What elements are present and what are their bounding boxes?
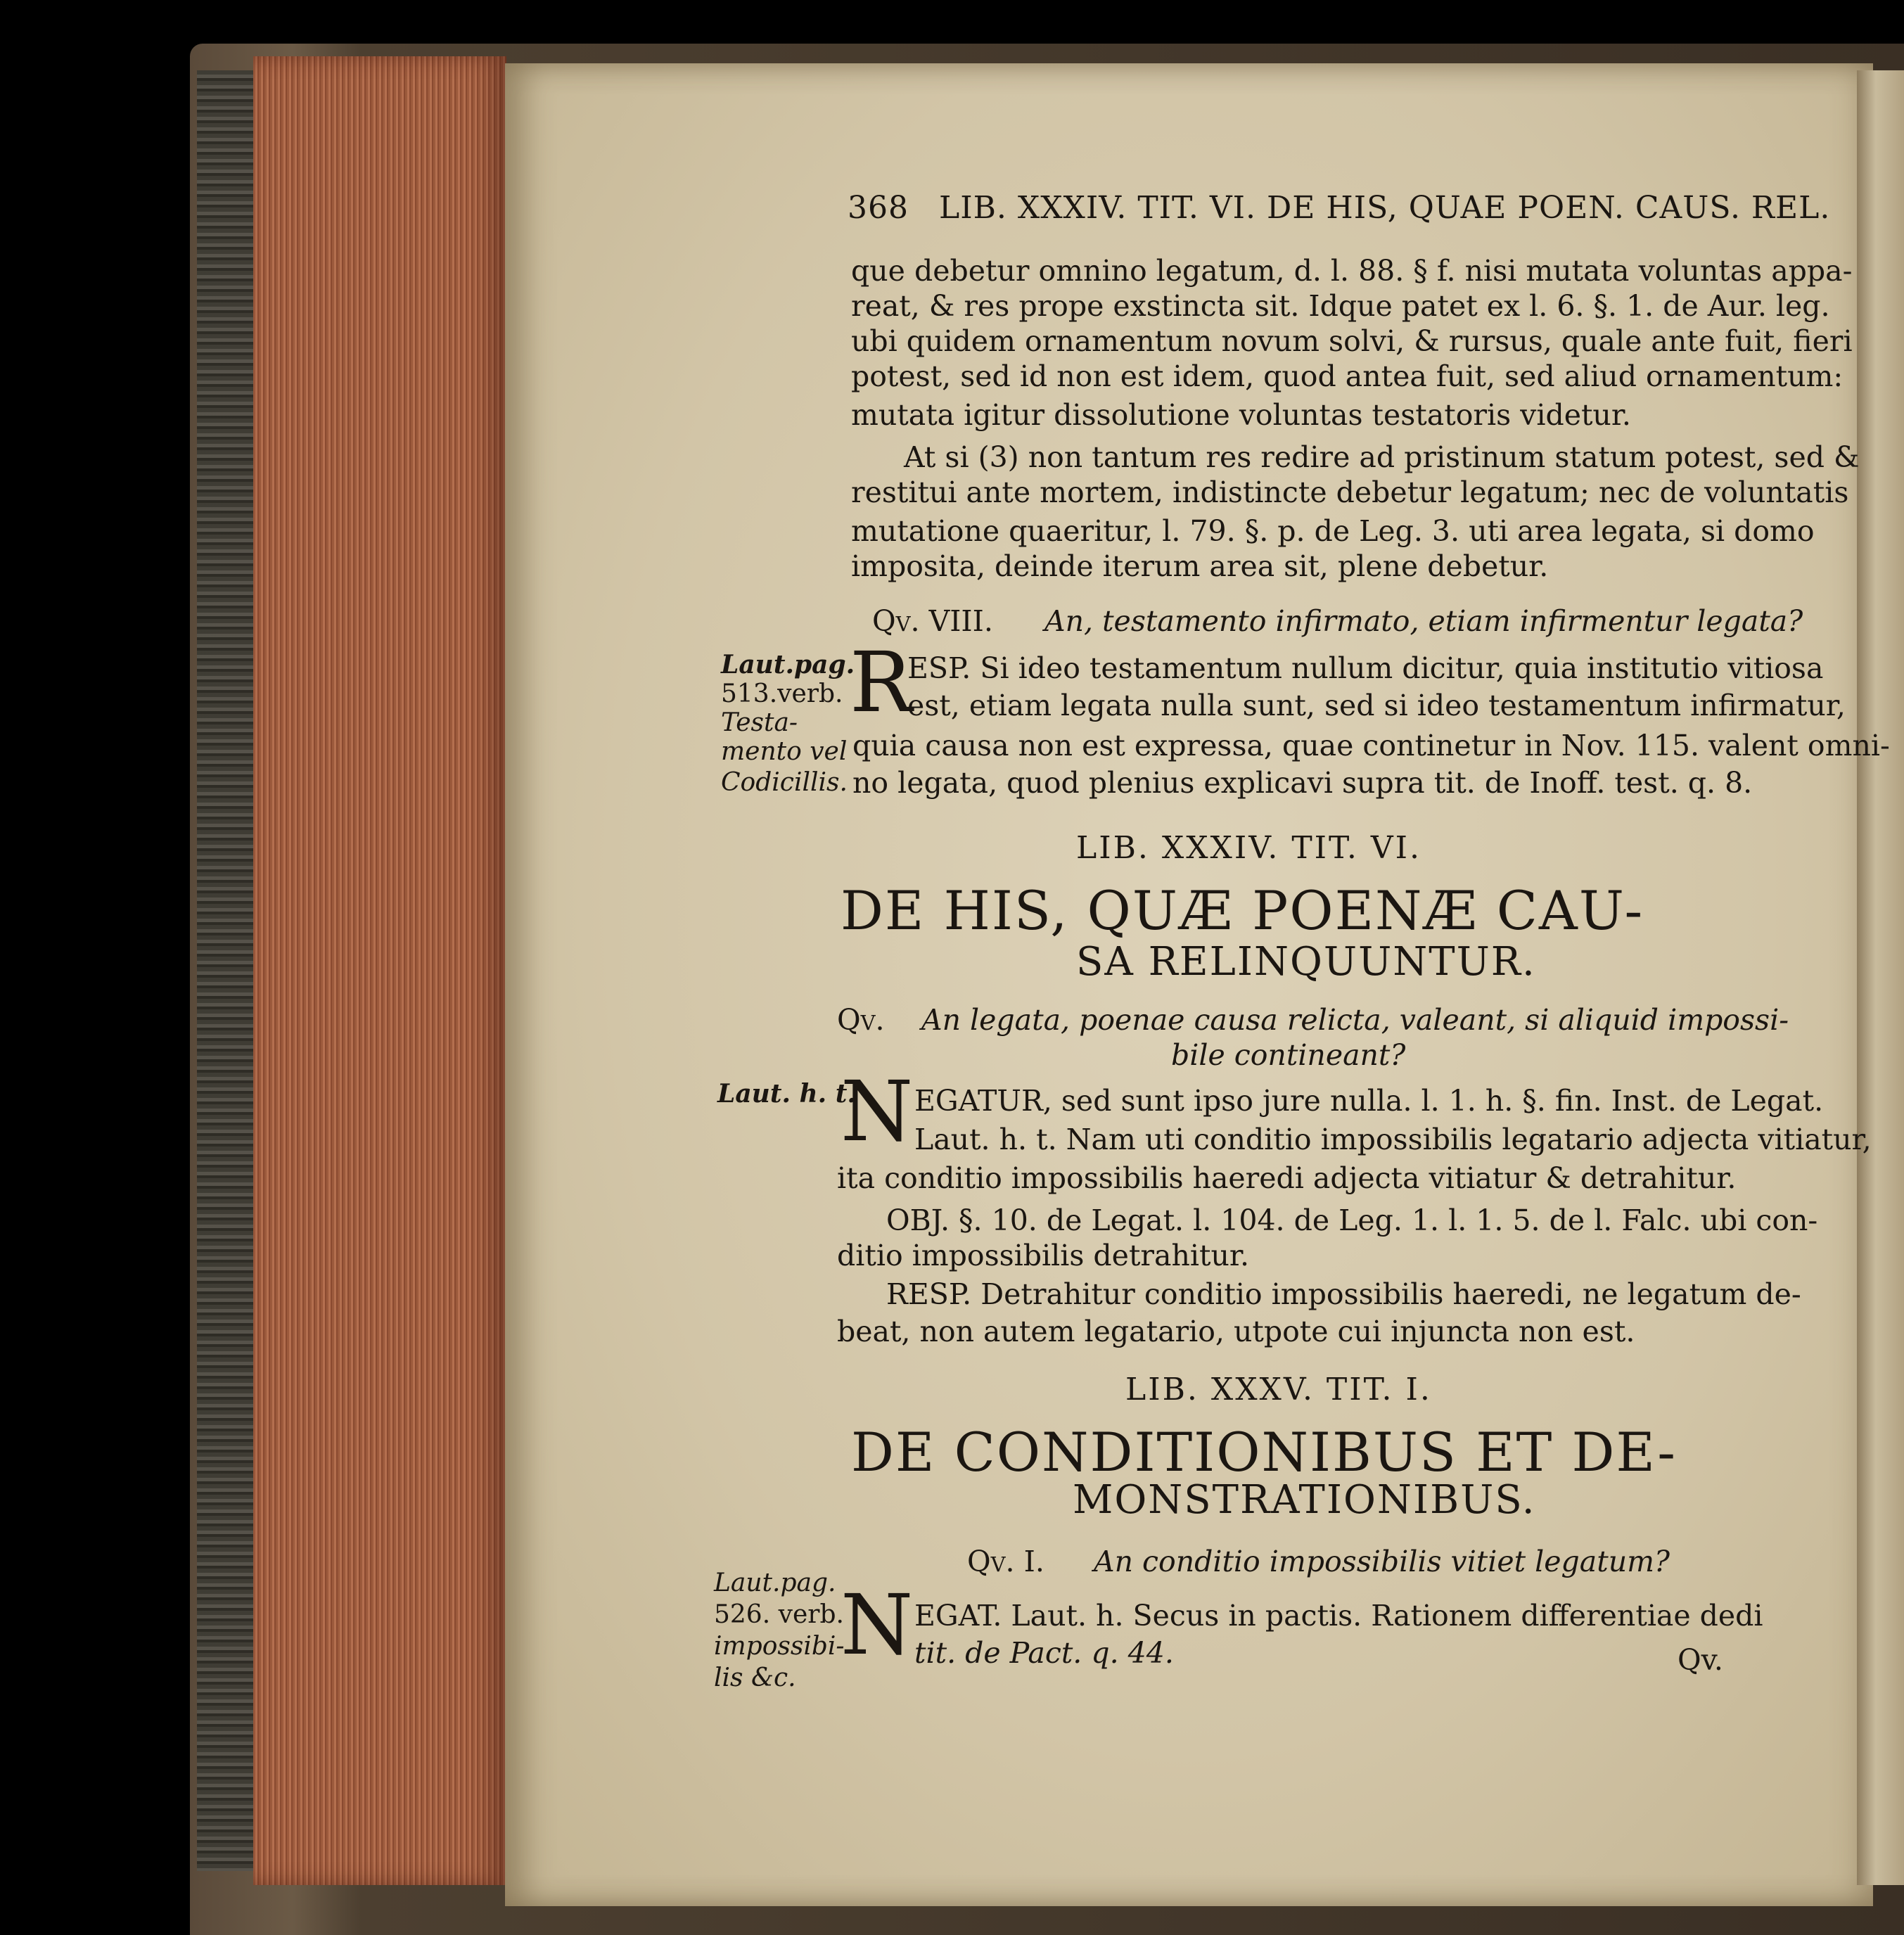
margin-note: lis &c. bbox=[714, 1663, 796, 1692]
margin-note: impossibi- bbox=[714, 1632, 845, 1661]
answer-line: quia causa non est expressa, quae continetur in Nov. 115. valent omni- bbox=[852, 729, 1890, 762]
response-line: beat, non autem legatario, utpote cui injuncta non est. bbox=[837, 1315, 1635, 1348]
page-edges bbox=[253, 56, 506, 1885]
margin-note: Testa- bbox=[721, 708, 798, 737]
answer-line: ita conditio impossibilis haeredi adjecta vitiatur & detrahitur. bbox=[837, 1161, 1737, 1195]
paragraph-line: mutata igitur dissolutione voluntas testatoris videtur. bbox=[851, 398, 1631, 432]
objection-line: OBJ. §. 10. de Legat. l. 104. de Leg. 1. l. 1. 5. de l. Falc. ubi con- bbox=[886, 1203, 1818, 1237]
section-title: DE CONDITIONIBUS ET DE- bbox=[851, 1421, 1677, 1483]
margin-note: 513.verb. bbox=[721, 679, 843, 708]
paragraph-line: imposita, deinde iterum area sit, plene debetur. bbox=[851, 549, 1549, 583]
margin-note: mento vel bbox=[721, 737, 848, 766]
drop-cap: R bbox=[850, 634, 912, 731]
margin-note: Codicillis. bbox=[721, 768, 848, 797]
paragraph-line: reat, & res prope exstincta sit. Idque patet ex l. 6. §. 1. de Aur. leg. bbox=[851, 289, 1830, 323]
paragraph-line: ubi quidem ornamentum novum solvi, & rursus, quale ante fuit, fieri bbox=[851, 324, 1853, 358]
answer-line: Laut. h. t. Nam uti conditio impossibilis legatario adjecta vitiatur, bbox=[914, 1123, 1872, 1156]
drop-cap: N bbox=[841, 1576, 914, 1673]
page-number: 368 bbox=[848, 190, 909, 226]
paragraph-line: mutatione quaeritur, l. 79. §. p. de Leg. 3. uti area legata, si domo bbox=[851, 514, 1815, 548]
answer-line: EGAT. Laut. h. Secus in pactis. Rationem differentiae dedi bbox=[914, 1599, 1763, 1633]
running-head: LIB. XXXIV. TIT. VI. DE HIS, QUAE POEN. CAUS. REL. bbox=[939, 190, 1831, 226]
paragraph-line: que debetur omnino legatum, d. l. 88. § f. nisi mutata voluntas appa- bbox=[851, 254, 1853, 288]
section-reference: LIB. XXXV. TIT. I. bbox=[1125, 1372, 1432, 1407]
margin-note: Laut. h. t. bbox=[717, 1079, 856, 1109]
question-label: Qv. VIII. bbox=[872, 604, 993, 638]
question-text: An legata, poenae causa relicta, valeant, si aliquid impossi- bbox=[921, 1003, 1789, 1037]
response-line: RESP. Detrahitur conditio impossibilis haeredi, ne legatum de- bbox=[886, 1277, 1801, 1311]
drop-cap: N bbox=[841, 1063, 914, 1160]
margin-note: Laut.pag. bbox=[714, 1569, 836, 1597]
question-label: Qv. bbox=[837, 1003, 885, 1037]
section-title: MONSTRATIONIBUS. bbox=[1073, 1477, 1536, 1523]
catchword: Qv. bbox=[1678, 1643, 1723, 1677]
section-title: DE HIS, QUÆ POENÆ CAU- bbox=[841, 879, 1644, 942]
section-title: SA RELINQUUNTUR. bbox=[1076, 939, 1536, 985]
paragraph-line: potest, sed id non est idem, quod antea fuit, sed aliud ornamentum: bbox=[851, 359, 1844, 393]
paragraph-line: At si (3) non tantum res redire ad pristinum statum potest, sed & bbox=[904, 440, 1860, 474]
paragraph-line: restitui ante mortem, indistincte debetur legatum; nec de voluntatis bbox=[851, 475, 1849, 509]
answer-line: tit. de Pact. q. 44. bbox=[914, 1636, 1174, 1670]
question-label: Qv. I. bbox=[967, 1545, 1044, 1578]
margin-note: 526. verb. bbox=[714, 1600, 844, 1629]
answer-line: EGATUR, sed sunt ipso jure nulla. l. 1. h. §. fin. Inst. de Legat. bbox=[914, 1084, 1824, 1118]
answer-line: est, etiam legata nulla sunt, sed si ideo testamentum infirmatur, bbox=[907, 689, 1846, 722]
facing-page-edge bbox=[1857, 70, 1904, 1885]
question-text: bile contineant? bbox=[1171, 1038, 1406, 1072]
answer-line: ESP. Si ideo testamentum nullum dicitur, quia institutio vitiosa bbox=[907, 651, 1824, 685]
answer-line: no legata, quod plenius explicavi supra tit. de Inoff. test. q. 8. bbox=[852, 766, 1753, 800]
question-text: An, testamento infirmato, etiam infirmentur legata? bbox=[1044, 604, 1803, 638]
margin-note: Laut.pag. bbox=[721, 650, 855, 679]
section-reference: LIB. XXXIV. TIT. VI. bbox=[1076, 830, 1422, 866]
question-text: An conditio impossibilis vitiet legatum? bbox=[1094, 1545, 1670, 1578]
book-spine bbox=[197, 70, 253, 1871]
objection-line: ditio impossibilis detrahitur. bbox=[837, 1239, 1249, 1272]
